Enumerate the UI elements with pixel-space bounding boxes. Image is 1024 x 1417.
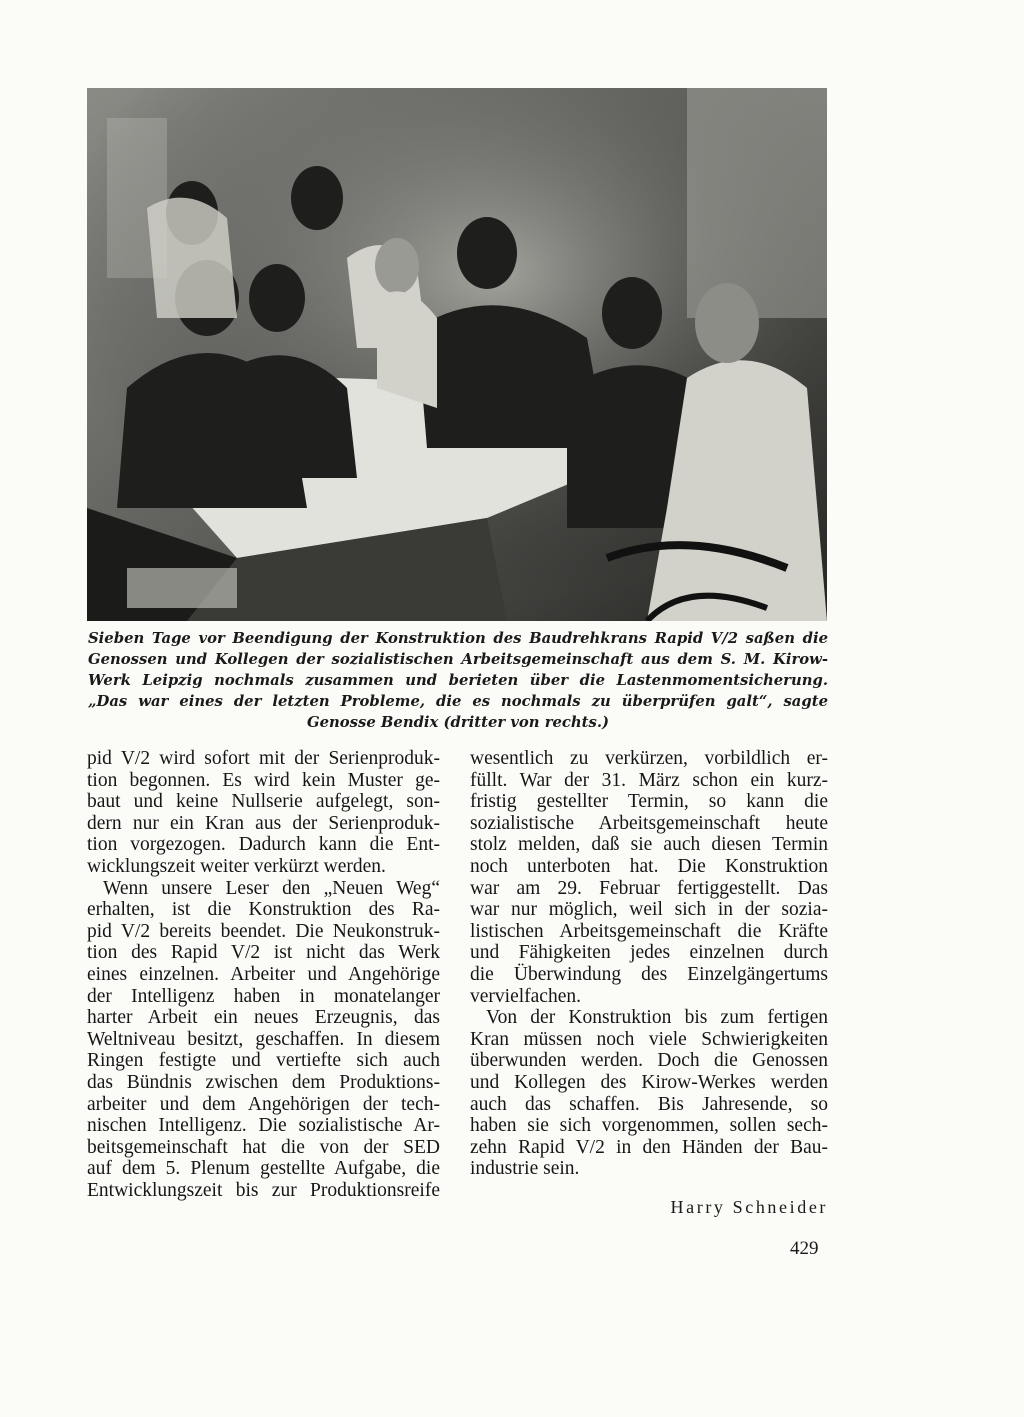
text-line: listischen Arbeitsgemeinschaft die Kräfte [470, 920, 828, 942]
text-line: erhalten, ist die Konstruktion des Ra- [87, 899, 440, 921]
text-line: arbeiter und dem Angehörigen der tech- [87, 1093, 440, 1115]
text-line: Ringen festigte und vertiefte sich auch [87, 1050, 440, 1072]
text-line: tion vorgezogen. Dadurch kann die Ent- [87, 834, 440, 856]
text-line: haben sie sich vorgenommen, sollen sech- [470, 1115, 828, 1137]
text-line: noch unterboten hat. Die Konstruktion [470, 855, 828, 877]
text-line: Wenn unsere Leser den „Neuen Weg“ [103, 877, 440, 899]
text-line: auch das schaffen. Bis Jahresende, so [470, 1093, 828, 1115]
caption-line: Sieben Tage vor Beendigung der Konstruktion des Baudrehkrans Rapid V/2 saßen die [88, 630, 828, 647]
text-line: baut und keine Nullserie aufgelegt, son- [87, 791, 440, 813]
text-line: harter Arbeit ein neues Erzeugnis, das [87, 1007, 440, 1029]
text-line: zehn Rapid V/2 in den Händen der Bau- [470, 1136, 828, 1158]
text-line: tion begonnen. Es wird kein Muster ge- [87, 769, 440, 791]
text-line: war am 29. Februar fertiggestellt. Das [470, 877, 828, 899]
text-line: auf dem 5. Plenum gestellte Aufgabe, die [87, 1158, 440, 1180]
text-line: wesentlich zu verkürzen, vorbildlich er- [470, 748, 828, 769]
article-left-column [87, 748, 440, 1201]
text-line: pid V/2 bereits beendet. Die Neukonstruk- [87, 920, 440, 942]
text-line: Entwicklungszeit bis zur Produktionsreife [87, 1179, 440, 1201]
text-line: überwunden werden. Doch die Genossen [470, 1050, 828, 1072]
caption-line: Werk Leipzig nochmals zusammen und berieten über die Lastenmomentsicherung. [88, 672, 828, 689]
page-number: 429 [790, 1238, 819, 1259]
article-right-column [470, 748, 828, 1180]
text-line: Von der Konstruktion bis zum fertigen [486, 1007, 828, 1029]
text-line: füllt. War der 31. März schon ein kurz- [470, 769, 828, 791]
text-line: dern nur ein Kran aus der Serienproduk- [87, 812, 440, 834]
caption-line: Genosse Bendix (dritter von rechts.) [307, 714, 609, 731]
text-line: und Fähigkeiten jedes einzelnen durch [470, 942, 828, 964]
text-line: das Bündnis zwischen dem Produktions- [87, 1071, 440, 1093]
text-line: Kran müssen noch viele Schwierigkeiten [470, 1028, 828, 1050]
text-line: vervielfachen. [470, 985, 581, 1007]
text-line: tion des Rapid V/2 ist nicht das Werk [87, 942, 440, 964]
text-line: die Überwindung des Einzelgängertums [470, 963, 828, 985]
text-line: nischen Intelligenz. Die sozialistische Ar- [87, 1115, 440, 1137]
text-line: beitsgemeinschaft hat die von der SED [87, 1136, 440, 1158]
photo-caption [88, 628, 828, 733]
text-line: war nur möglich, weil sich in der sozia- [470, 899, 828, 921]
text-line: und Kollegen des Kirow-Werkes werden [470, 1071, 828, 1093]
text-line: sozialistische Arbeitsgemeinschaft heute [470, 812, 828, 834]
text-line: stolz melden, daß sie auch diesen Termin [470, 834, 828, 856]
text-line: wicklungszeit weiter verkürzt werden. [87, 855, 386, 877]
caption-line: Genossen und Kollegen der sozialistischen Arbeitsgemeinschaft aus dem S. M. Kirow- [88, 651, 828, 668]
text-line: Weltniveau besitzt, geschaffen. In diesem [87, 1028, 440, 1050]
text-line: pid V/2 wird sofort mit der Serienproduk- [87, 748, 440, 769]
text-line: der Intelligenz haben in monatelanger [87, 985, 440, 1007]
caption-line: „Das war eines der letzten Probleme, die es nochmals zu überprüfen galt“, sagte [88, 693, 828, 710]
text-line: eines einzelnen. Arbeiter und Angehörige [87, 963, 440, 985]
text-line: industrie sein. [470, 1158, 580, 1180]
text-line: fristig gestellter Termin, so kann die [470, 791, 828, 813]
photograph-group-meeting-icon [87, 88, 827, 621]
author-signature: Harry Schneider [670, 1197, 828, 1217]
group-photograph [87, 88, 827, 621]
